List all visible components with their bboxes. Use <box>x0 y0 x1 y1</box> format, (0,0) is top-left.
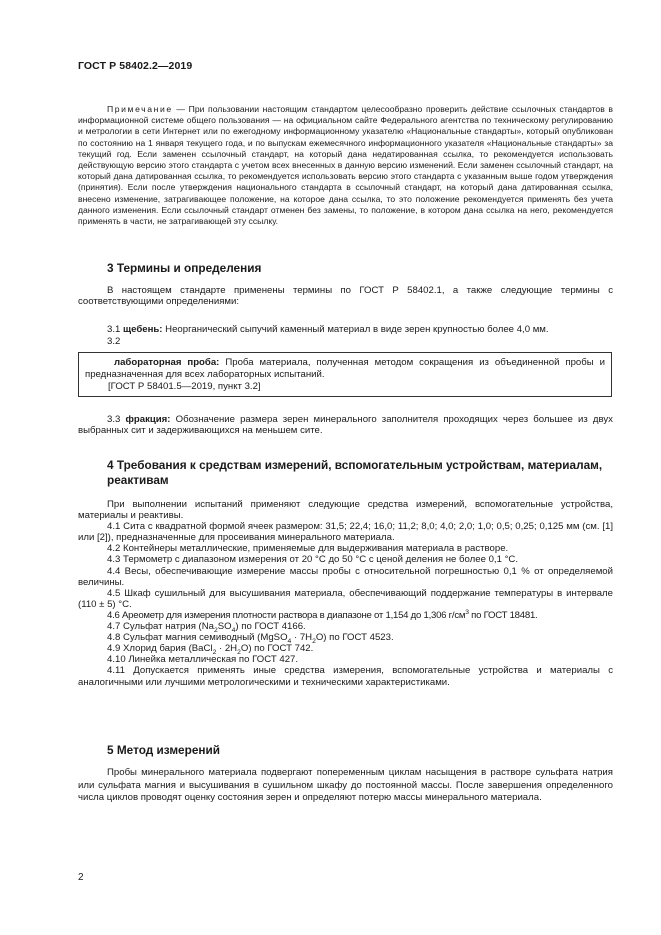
note-paragraph <box>78 104 613 227</box>
item-4-7: 4.7 Сульфат натрия $(Na_2SO_4)$ по ГОСТ 4166. <box>107 621 306 634</box>
term-3-2-number: 3.2 <box>107 336 121 347</box>
item-4-11: 4.11 Допускается применять иные средства измерения, вспомогательные устройства и материалы с аналогичными или лучшими метрологическими и техническими характеристиками. <box>78 665 613 688</box>
term-3-2-box <box>78 352 612 397</box>
term-3-1: 3.1 щебень: Неорганический сыпучий каменный материал в виде зерен крупностью более 4,0 мм. <box>107 324 549 335</box>
term-3-2-definition: лабораторная проба: Проба материала, полученная методом сокращения из объединенной пробы и предназначенная для всех лабораторных испытаний. <box>85 357 605 380</box>
note-text: — При пользовании настоящим стандартом целесообразно проверить действие ссылочных стандартов в информационной системе общего пользования — на официальном сайте Федерального агентства по техническому регулированию и метрологии в сети Интернет или по ежегодному информационному указателю «Национальные стандарты», который опубликован по состоянию на 1 января текущего года, и по выпускам ежемесячного информационного указателя «Национальные стандарты» за текущий год. Если заменен ссылочный стандарт, на который дана недатированная ссылка, то рекомендуется использовать действующую версию этого стандарта с учетом всех внесенных в данную версию изменений. Если заменен ссылочный стандарт, на который дана датированная ссылка, то рекомендуется использовать версию этого стандарта с указанным выше годом утверждения (принятия). Если после утверждения национального стандарта в ссылочный стандарт, на который дана датированная ссылка, внесено изменение, затрагивающее положение, на которое дана ссылка, то это положение рекомендуется применять без учета данного изменения. Если ссылочный стандарт отменен без замены, то положение, в котором дана ссылка на него, рекомендуется применять в части, не затрагивающей эту ссылку. <box>78 104 613 227</box>
section-3-title: 3 Термины и определения <box>107 261 262 275</box>
term-3-2-name: лабораторная проба: <box>114 357 220 368</box>
item-4-10: 4.10 Линейка металлическая по ГОСТ 427. <box>107 654 299 666</box>
section-4-title: 4 Требования к средствам измерений, вспомогательным устройствам, материалам, реактивам <box>107 458 603 487</box>
section-4-intro: При выполнении испытаний применяют следующие средства измерений, вспомогательные устройства, материалы и реактивы. <box>78 499 613 522</box>
term-3-3-name: фракция: <box>125 414 171 425</box>
item-4-1: 4.1 Сита с квадратной формой ячеек размером: 31,5; 22,4; 16,0; 11,2; 8,0; 4,0; 2,0; 1,0; 0,5; 0,25; 0,125 мм (см. [1] или [2]), предназначенные для просеивания минерального материала. <box>78 521 613 544</box>
item-4-4: 4.4 Весы, обеспечивающие измерение массы пробы с относительной погрешностью 0,1 % от определяемой величины. <box>78 565 613 588</box>
page-number: 2 <box>78 872 84 883</box>
note-label: Примечание <box>107 104 173 114</box>
section-5-text: Пробы минерального материала подвергают попеременным циклам насыщения в растворе сульфата натрия или сульфата магния и высушивания в сушильном шкафу до постоянной массы. После завершения определенного числа циклов проводят оценку состояния зерен и определяют потерю массы минерального материала. <box>78 767 613 804</box>
item-4-9: 4.9 Хлорид бария (BaCl$_2$ · $2H_2O$) по ГОСТ 742. <box>107 643 314 657</box>
item-4-5: 4.5 Шкаф сушильный для высушивания материала, обеспечивающий поддержание температуры в интервале (110 ± 5) °С. <box>78 587 613 610</box>
item-4-3: 4.3 Термометр с диапазоном измерения от 20 °С до 50 °С с ценой деления не более 0,1 °С. <box>107 554 519 566</box>
item-4-8: 4.8 Сульфат магния семиводный (MgSO$_4$ · $7H_2O$) по ГОСТ 4523. <box>107 632 394 646</box>
term-3-3: 3.3 фракция: Обозначение размера зерен минерального заполнителя проходящих через большее из двух выбранных сит и задерживающихся на меньшем сите. <box>78 414 613 437</box>
section-5-title: 5 Метод измерений <box>107 743 221 757</box>
term-3-1-name: щебень: <box>123 324 163 335</box>
section-3-intro: В настоящем стандарте применены термины по ГОСТ Р 58402.1, а также следующие термины с соответствующими определениями: <box>78 285 613 308</box>
document-header: ГОСТ Р 58402.2—2019 <box>78 60 193 72</box>
term-3-2-reference: [ГОСТ Р 58401.5—2019, пункт 3.2] <box>108 381 261 392</box>
item-4-2: 4.2 Контейнеры металлические, применяемые для выдерживания материала в растворе. <box>107 543 509 555</box>
item-4-6: 4.6 Ареометр для измерения плотности раствора в диапазоне от 1,154 до 1,306 $г/см^3$ по ГОСТ 18481. <box>107 608 538 621</box>
section-4-body <box>78 499 613 688</box>
